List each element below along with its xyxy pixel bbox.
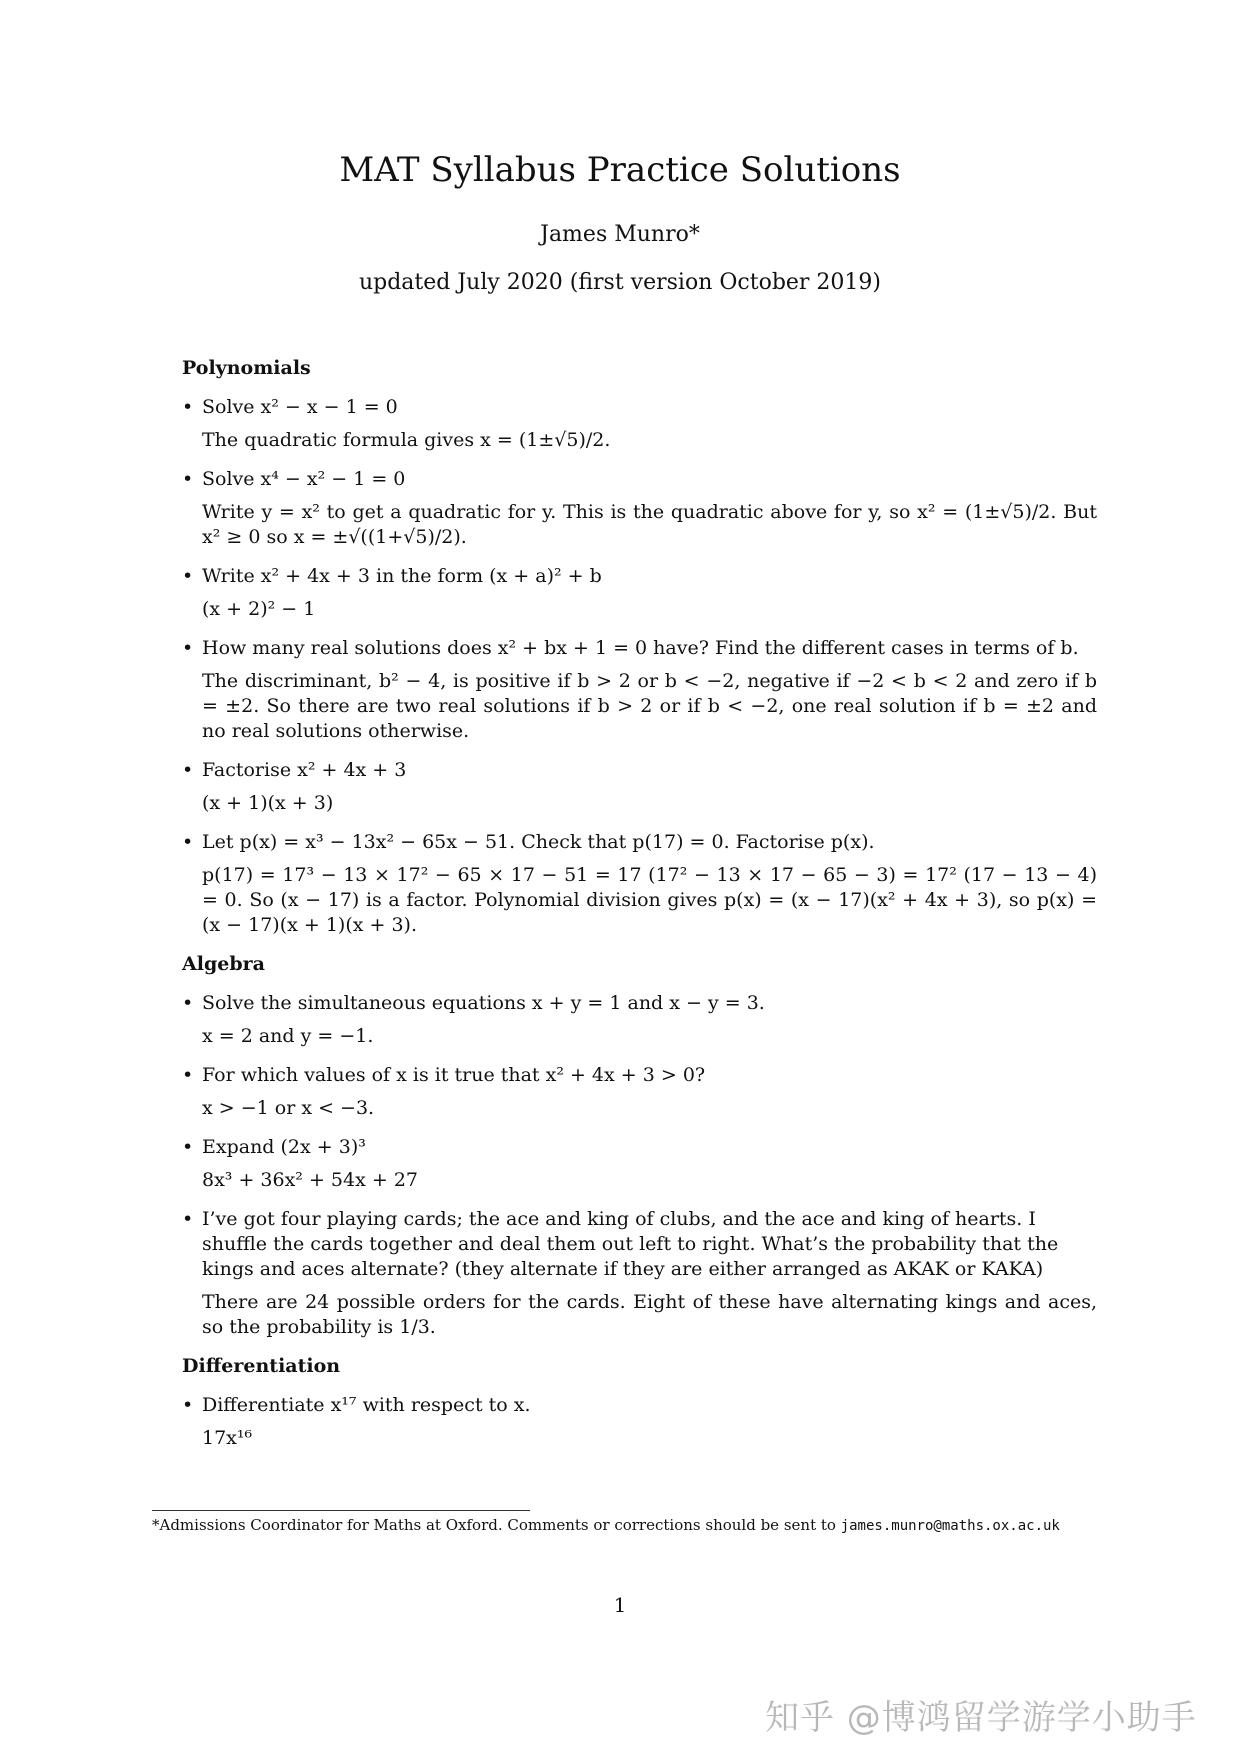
answer-text: (x + 2)² − 1	[202, 598, 316, 620]
list-item	[182, 830, 1097, 938]
bullet-icon: •	[182, 992, 194, 1014]
list-item	[182, 564, 1097, 622]
question-text: For which values of x is it true that x² + 4x + 3 > 0?	[202, 1064, 706, 1086]
document-title: MAT Syllabus Practice Solutions	[339, 150, 901, 190]
footnote-email: james.munro@maths.ox.ac.uk	[840, 1518, 1060, 1534]
bullet-icon: •	[182, 831, 194, 853]
question-text: I’ve got four playing cards; the ace and king of clubs, and the ace and king of hearts. I shuffle the cards together and deal them out left to right. What’s the probability that the kings and aces alternate? (they alternate if they are either arranged as AKAK or KAKA)	[202, 1208, 1059, 1280]
page-number: 1	[613, 1593, 627, 1617]
list-item	[182, 991, 1097, 1049]
answer-text: Write y = x² to get a quadratic for y. This is the quadratic above for y, so x² = (1±√5)/2. But x² ≥ 0 so x = ±√((1+√5)/2).	[202, 501, 1097, 548]
footnote-divider	[152, 1510, 530, 1511]
question-text: Factorise x² + 4x + 3	[202, 759, 407, 781]
list-item	[182, 1207, 1097, 1340]
content-body	[182, 350, 1097, 1465]
answer-text: There are 24 possible orders for the cards. Eight of these have alternating kings and aces, so the probability is 1/3.	[202, 1291, 1097, 1338]
bullet-icon: •	[182, 396, 194, 418]
footnote	[152, 1516, 1097, 1534]
list-item	[182, 1063, 1097, 1121]
list-item	[182, 1135, 1097, 1193]
list-item	[182, 758, 1097, 816]
bullet-icon: •	[182, 759, 194, 781]
question-text: How many real solutions does x² + bx + 1 = 0 have? Find the different cases in terms of b.	[202, 637, 1079, 659]
watermark: 知乎 @博鸿留学游学小助手	[765, 1698, 1197, 1738]
list-item	[182, 636, 1097, 744]
bullet-icon: •	[182, 1064, 194, 1086]
section-heading-differentiation: Differentiation	[182, 1355, 341, 1377]
section-heading-polynomials: Polynomials	[182, 357, 311, 379]
question-text: Expand (2x + 3)³	[202, 1136, 366, 1158]
answer-text: (x + 1)(x + 3)	[202, 792, 334, 814]
bullet-icon: •	[182, 1394, 194, 1416]
bullet-icon: •	[182, 565, 194, 587]
list-item	[182, 467, 1097, 550]
answer-text: x > −1 or x < −3.	[202, 1097, 375, 1119]
answer-text: p(17) = 17³ − 13 × 17² − 65 × 17 − 51 = 17 (17² − 13 × 17 − 65 − 3) = 17² (17 − 13 − 4) = 0. So (x − 17) is a factor. Polynomial division gives p(x) = (x − 17)(x² + 4x + 3), so p(x) = (x − 17)(x + 1)(x + 3).	[202, 864, 1097, 936]
bullet-icon: •	[182, 637, 194, 659]
section-heading-algebra: Algebra	[182, 953, 265, 975]
footnote-text: *Admissions Coordinator for Maths at Oxford. Comments or corrections should be sent to	[152, 1516, 841, 1534]
answer-text: The quadratic formula gives x = (1±√5)/2.	[202, 429, 611, 451]
answer-text: The discriminant, b² − 4, is positive if b > 2 or b < −2, negative if −2 < b < 2 and zero if b = ±2. So there are two real solutions if b > 2 or if b < −2, one real solution if b = ±2 and no real solutions otherwise.	[202, 670, 1097, 742]
question-text: Solve x⁴ − x² − 1 = 0	[202, 468, 406, 490]
list-item	[182, 395, 1097, 453]
list-item	[182, 1393, 1097, 1451]
question-text: Write x² + 4x + 3 in the form (x + a)² + b	[202, 565, 602, 587]
question-text: Let p(x) = x³ − 13x² − 65x − 51. Check that p(17) = 0. Factorise p(x).	[202, 831, 875, 853]
answer-text: x = 2 and y = −1.	[202, 1025, 374, 1047]
date-line: updated July 2020 (first version October 2019)	[358, 270, 882, 295]
question-text: Solve x² − x − 1 = 0	[202, 396, 398, 418]
bullet-icon: •	[182, 1136, 194, 1158]
author-line: James Munro*	[540, 222, 700, 247]
bullet-icon: •	[182, 468, 194, 490]
answer-text: 8x³ + 36x² + 54x + 27	[202, 1169, 418, 1191]
question-text: Solve the simultaneous equations x + y = 1 and x − y = 3.	[202, 992, 765, 1014]
answer-text: 17x¹⁶	[202, 1427, 253, 1449]
question-text: Differentiate x¹⁷ with respect to x.	[202, 1394, 531, 1416]
bullet-icon: •	[182, 1208, 194, 1230]
